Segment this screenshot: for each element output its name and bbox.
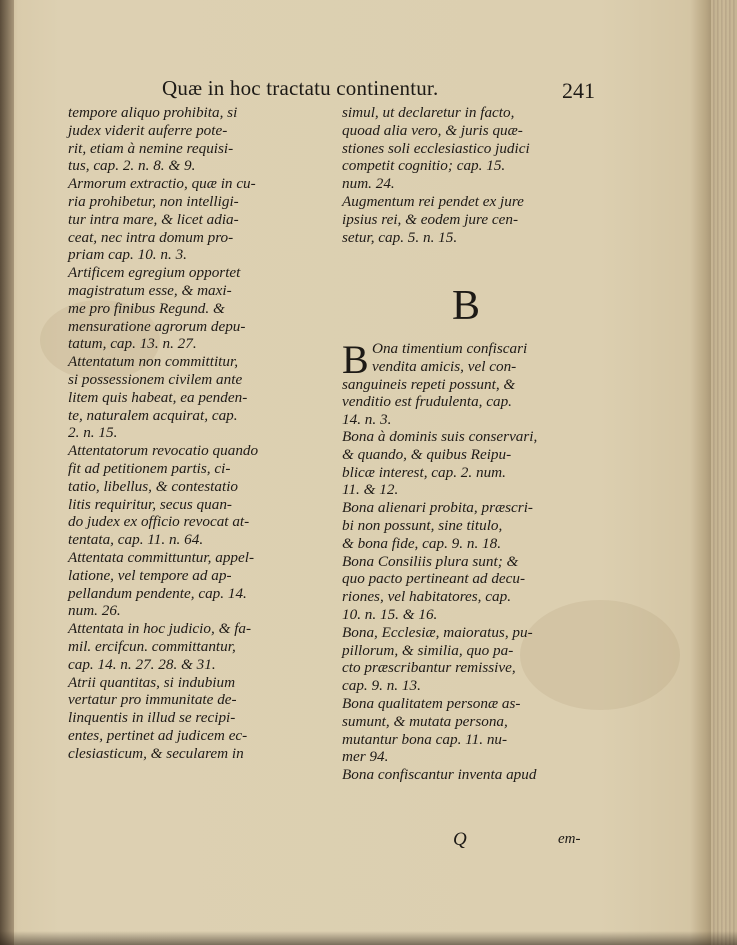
entry-line: Bona qualitatem personæ as-: [342, 694, 521, 712]
index-entry: [68, 175, 330, 264]
entry-line: bi non possunt, sine titulo,: [342, 516, 503, 534]
entry-line: linquentis in illud se recipi-: [68, 709, 236, 727]
entry-line: litis requiritur, secus quan-: [68, 495, 232, 513]
bottom-shadow: [0, 931, 737, 945]
entry-line: Artificem egregium opportet: [68, 264, 241, 282]
index-entry: [342, 695, 614, 766]
entry-line: 10. n. 15. & 16.: [342, 605, 438, 623]
entry-line: num. 26.: [68, 602, 121, 620]
right-column-top: [342, 104, 614, 246]
index-entry: [342, 624, 614, 695]
entry-line: tur intra mare, & licet adia-: [68, 210, 239, 228]
signature-mark: Q: [453, 829, 467, 850]
entry-line: ipsius rei, & eodem jure cen-: [342, 210, 519, 228]
index-entry: [68, 264, 330, 353]
entry-line: Bona confiscantur inventa apud: [342, 766, 537, 784]
entry-line: Attentata committuntur, appel-: [68, 548, 255, 566]
catchword: em-: [558, 831, 581, 847]
entry-line: pillorum, & similia, quo pa-: [342, 641, 514, 659]
index-entry: [342, 428, 614, 499]
entry-line: Armorum extractio, quæ in cu-: [68, 175, 256, 193]
entry-line: tatio, libellus, & contestatio: [68, 477, 239, 495]
left-column: [68, 104, 330, 762]
entry-line: clesiasticum, & secularem in: [68, 744, 244, 762]
entry-line: tus, cap. 2. n. 8. & 9.: [68, 157, 196, 175]
entry-line: cto præscribantur remissive,: [342, 659, 516, 677]
entry-line: vendita amicis, vel con-: [372, 357, 517, 375]
entry-line: Bona alienari probita, præscri-: [342, 499, 533, 517]
entry-line: 2. n. 15.: [68, 424, 118, 442]
entry-line: competit cognitio; cap. 15.: [342, 157, 506, 175]
entry-line: litem quis habeat, ea penden-: [68, 388, 248, 406]
entry-line: sumunt, & mutata persona,: [342, 712, 508, 730]
entry-line: 14. n. 3.: [342, 411, 392, 429]
entry-line: num. 24.: [342, 175, 395, 193]
page-number: 241: [562, 78, 595, 103]
entry-line: si possessionem civilem ante: [68, 370, 243, 388]
entry-line: mensuratione agrorum depu-: [68, 317, 246, 335]
entry-line: tatum, cap. 13. n. 27.: [68, 335, 197, 353]
entry-line: & quando, & quibus Reipu-: [342, 445, 512, 463]
index-entry: [342, 553, 614, 624]
entry-line: magistratum esse, & maxi-: [68, 281, 232, 299]
entry-line: Bona Consiliis plura sunt; &: [342, 552, 519, 570]
entry-line: riones, vel habitatores, cap.: [342, 588, 512, 606]
entry-line: Atrii quantitas, si indubium: [68, 673, 236, 691]
entry-line: cap. 9. n. 13.: [342, 677, 421, 695]
right-column-first-entry: [342, 340, 614, 429]
entry-line: mil. ercifcun. committantur,: [68, 637, 236, 655]
entry-line: mer 94.: [342, 748, 389, 766]
entry-line: quoad alia vero, & juris quæ-: [342, 121, 523, 139]
entry-line: latione, vel tempore ad ap-: [68, 566, 232, 584]
entry-line: mutantur bona cap. 11. nu-: [342, 730, 508, 748]
entry-line: tentata, cap. 11. n. 64.: [68, 531, 204, 549]
index-entry: [68, 442, 330, 549]
drop-cap: B: [342, 337, 369, 382]
entry-line: vertatur pro immunitate de-: [68, 691, 237, 709]
entry-line: simul, ut declaretur in facto,: [342, 104, 515, 121]
entry-line: Attentata in hoc judicio, & fa-: [68, 620, 252, 638]
entry-line: blicæ interest, cap. 2. num.: [342, 463, 506, 481]
entry-line: Attentatorum revocatio quando: [68, 442, 259, 460]
entry-line: venditio est frudulenta, cap.: [342, 393, 512, 411]
entry-line: tempore aliquo prohibita, si: [68, 104, 238, 121]
section-letter: B: [452, 283, 481, 329]
entry-line: fit ad petitionem partis, ci-: [68, 459, 231, 477]
right-column-bottom: [342, 428, 614, 784]
index-entry: [342, 104, 614, 193]
entry-line: priam cap. 10. n. 3.: [68, 246, 187, 264]
entry-line: te, naturalem acquirat, cap.: [68, 406, 238, 424]
entry-line: quo pacto pertineant ad decu-: [342, 570, 526, 588]
entry-line: do judex ex officio revocat at-: [68, 513, 250, 531]
entry-line: setur, cap. 5. n. 15.: [342, 228, 458, 246]
index-entry: [68, 353, 330, 442]
index-entry: [68, 104, 330, 175]
entry-line: 11. & 12.: [342, 481, 399, 499]
entry-line: ceat, nec intra domum pro-: [68, 228, 234, 246]
index-entry: [68, 674, 330, 763]
entry-line: Augmentum rei pendet ex jure: [342, 192, 524, 210]
entry-line: cap. 14. n. 27. 28. & 31.: [68, 655, 216, 673]
entry-line: pellandum pendente, cap. 14.: [68, 584, 247, 602]
entry-line: Bona, Ecclesiæ, maioratus, pu-: [342, 623, 533, 641]
entry-line: judex viderit auferre pote-: [68, 121, 228, 139]
index-entry: [342, 766, 614, 784]
book-spine-shadow: [0, 0, 14, 945]
entry-line: Attentatum non committitur,: [68, 353, 239, 371]
entry-line: & bona fide, cap. 9. n. 18.: [342, 534, 502, 552]
running-header: Quæ in hoc tractatu continentur.: [162, 76, 439, 100]
page-edges: [711, 0, 737, 945]
entry-line: ria prohibetur, non intelligi-: [68, 192, 239, 210]
entry-line: sanguineis repeti possunt, &: [342, 375, 516, 393]
entry-line: entes, pertinet ad judicem ec-: [68, 726, 248, 744]
entry-line: rit, etiam à nemine requisi-: [68, 139, 234, 157]
entry-line: Bona à dominis suis conservari,: [342, 428, 538, 445]
index-entry: [68, 620, 330, 673]
entry-line: stiones soli ecclesiastico judici: [342, 139, 530, 157]
index-entry: [342, 193, 614, 246]
entry-line: Ona timentium confiscari: [372, 340, 528, 357]
entry-line: me pro finibus Regund. &: [68, 299, 225, 317]
index-entry: [342, 499, 614, 552]
index-entry: [68, 549, 330, 620]
